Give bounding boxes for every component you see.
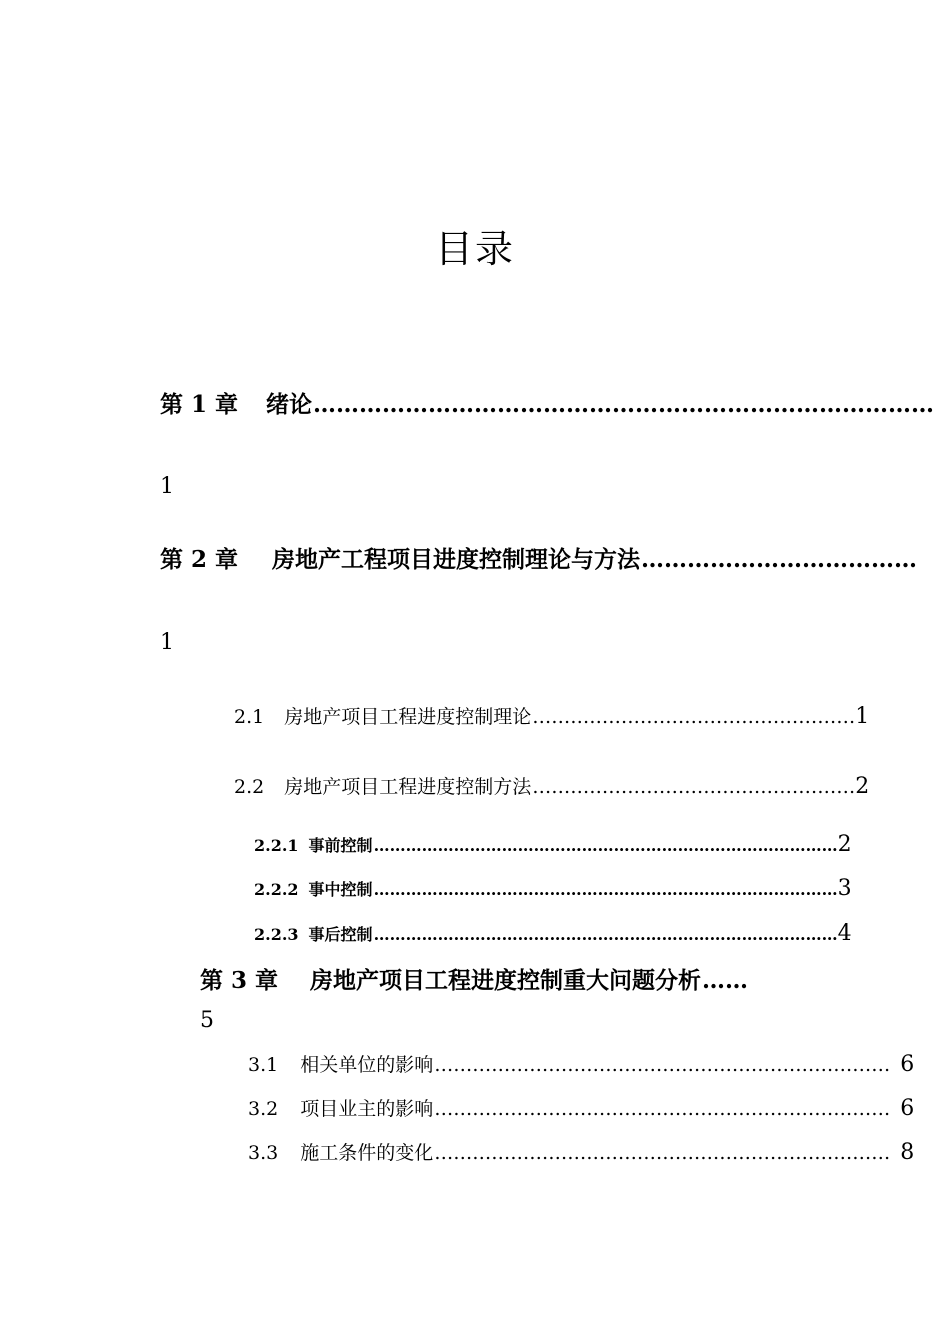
toc-entry-section-2-2[interactable] bbox=[234, 772, 870, 799]
page-number: 5 bbox=[200, 1008, 214, 1033]
toc-entry-chapter-2[interactable] bbox=[160, 541, 918, 574]
toc-entry-section-3-3[interactable] bbox=[248, 1138, 915, 1165]
page-number: 3 bbox=[837, 876, 852, 901]
toc-entry-section-2-1[interactable] bbox=[234, 702, 870, 729]
section-label: 2.2.3 bbox=[254, 925, 299, 944]
chapter-title: 房地产项目工程进度控制重大问题分析 bbox=[310, 967, 702, 994]
chapter-label: 第 1 章 bbox=[160, 391, 239, 418]
leader-dots: ……………………………………………………………… bbox=[434, 1054, 891, 1076]
toc-entry-section-2-2-3[interactable] bbox=[254, 921, 852, 946]
section-title: 事后控制 bbox=[308, 925, 373, 944]
section-label: 2.2.2 bbox=[254, 880, 299, 899]
toc-entry-section-3-1[interactable] bbox=[248, 1050, 915, 1077]
chapter-label: 第 2 章 bbox=[160, 546, 239, 573]
section-title: 相关单位的影响 bbox=[300, 1054, 434, 1076]
leader-dots: ……………………………………………………………… bbox=[434, 1142, 891, 1164]
page-number: 6 bbox=[900, 1052, 915, 1077]
chapter-title: 房地产工程项目进度控制理论与方法 bbox=[272, 546, 641, 573]
page-number: 2 bbox=[837, 832, 852, 857]
leader-dots: ……………………………… bbox=[641, 546, 918, 573]
page-number: 1 bbox=[855, 704, 870, 729]
page-number: 2 bbox=[855, 774, 870, 799]
page-number: 8 bbox=[900, 1140, 915, 1165]
toc-entry-chapter-3[interactable] bbox=[200, 962, 780, 995]
toc-entry-section-3-2[interactable] bbox=[248, 1094, 915, 1121]
page-number: 6 bbox=[900, 1096, 915, 1121]
leader-dots: ……………………………………………………………… bbox=[434, 1098, 891, 1120]
page-number: 1 bbox=[160, 630, 174, 655]
section-title: 事中控制 bbox=[308, 880, 373, 899]
section-title: 事前控制 bbox=[308, 836, 373, 855]
toc-entry-chapter-1[interactable] bbox=[160, 386, 935, 419]
toc-entry-section-2-2-1[interactable] bbox=[254, 832, 852, 857]
section-title: 项目业主的影响 bbox=[300, 1098, 434, 1120]
leader-dots: …………………………………………… bbox=[532, 706, 856, 728]
leader-dots: ……………………………………………………………………… bbox=[313, 391, 935, 418]
section-title: 房地产项目工程进度控制方法 bbox=[284, 776, 532, 798]
chapter-label: 第 3 章 bbox=[200, 967, 279, 994]
leader-dots: …………………………………………………………………………… bbox=[373, 925, 838, 944]
section-title: 施工条件的变化 bbox=[300, 1142, 434, 1164]
toc-entry-section-2-2-2[interactable] bbox=[254, 876, 852, 901]
leader-dots: …………………………………………… bbox=[532, 776, 856, 798]
section-label: 3.3 bbox=[248, 1142, 279, 1164]
section-label: 3.2 bbox=[248, 1098, 279, 1120]
section-label: 2.2.1 bbox=[254, 836, 299, 855]
chapter-title: 绪论 bbox=[266, 391, 313, 418]
leader-dots: …………………………………………………………………………… bbox=[373, 880, 838, 899]
section-label: 2.2 bbox=[234, 776, 265, 798]
section-title: 房地产项目工程进度控制理论 bbox=[284, 706, 532, 728]
page-number: 4 bbox=[837, 921, 852, 946]
section-label: 2.1 bbox=[234, 706, 265, 728]
page-number: 1 bbox=[160, 474, 174, 499]
toc-title: 目录 bbox=[434, 227, 515, 271]
section-label: 3.1 bbox=[248, 1054, 279, 1076]
leader-dots: …… bbox=[702, 967, 749, 994]
leader-dots: …………………………………………………………………………… bbox=[373, 836, 838, 855]
